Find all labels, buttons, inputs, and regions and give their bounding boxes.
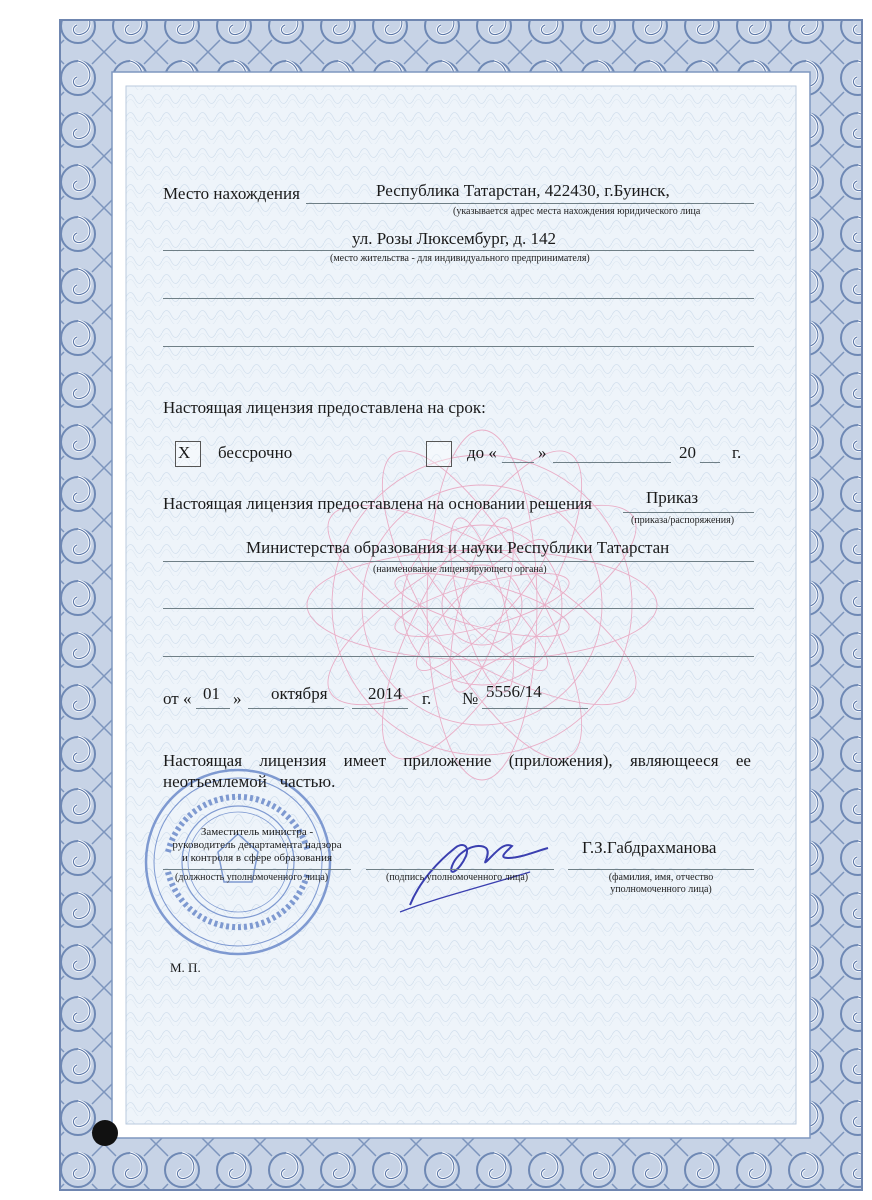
name-hint [568, 872, 754, 896]
appendix-word: приложение [403, 751, 492, 770]
blank-rule-2 [163, 346, 754, 347]
basis-label: Настоящая лицензия предоставлена на основании решения [163, 494, 592, 513]
signer-position-line-2: руководитель департамента надзора [172, 839, 342, 851]
signer-position [165, 826, 349, 865]
appendix-word: Настоящая [163, 751, 243, 770]
until-year-suffix: г. [732, 443, 742, 462]
date-day: 01 [203, 684, 220, 703]
decision-type: Приказ [646, 488, 699, 507]
until-year-prefix: 20 [679, 443, 696, 462]
decision-type-rule [623, 512, 754, 513]
date-month-rule [248, 708, 344, 709]
address-line-1: Республика Татарстан, 422430, г.Буинск, [376, 181, 670, 200]
authority-hint: (наименование лицензирующего органа) [373, 564, 547, 575]
indefinite-label: бессрочно [218, 443, 293, 462]
until-year-rule [700, 462, 720, 463]
seal-place-label: М. П. [170, 960, 201, 975]
address-line-2-rule [163, 250, 754, 251]
date-year-rule [352, 708, 408, 709]
authority-rule [163, 561, 754, 562]
appendix-line-1 [163, 751, 751, 771]
until-open: до « [467, 443, 497, 462]
until-month-rule [553, 462, 671, 463]
appendix-word: лицензия [259, 751, 327, 770]
blank-rule-1 [163, 298, 754, 299]
indefinite-checkbox-mark: X [178, 443, 191, 462]
position-rule [163, 869, 351, 870]
date-month: октября [271, 684, 328, 703]
date-open: от « [163, 689, 192, 708]
appendix-word: имеет [343, 751, 387, 770]
decision-type-hint: (приказа/распоряжения) [631, 515, 735, 526]
name-rule [568, 869, 754, 870]
appendix-word: ее [735, 751, 751, 770]
authority-name: Министерства образования и науки Республики Татарстан [246, 538, 670, 557]
name-hint-line-1: (фамилия, имя, отчество [608, 872, 714, 883]
position-hint: (должность уполномоченного лица) [175, 872, 329, 883]
license-number: 5556/14 [486, 682, 542, 701]
blank-rule-4 [163, 656, 754, 657]
until-close: » [538, 443, 547, 462]
number-rule [482, 708, 588, 709]
number-sign: № [462, 689, 479, 708]
signer-position-line-1: Заместитель министра - [200, 826, 314, 838]
appendix-word: (приложения), [508, 751, 613, 770]
until-day-rule [502, 462, 534, 463]
date-year-suffix: г. [422, 689, 432, 708]
signature-hint: (подпись уполномоченного лица) [386, 872, 529, 883]
date-close: » [233, 689, 242, 708]
term-label: Настоящая лицензия предоставлена на срок: [163, 398, 486, 417]
address-label: Место нахождения [163, 184, 300, 203]
until-checkbox [426, 441, 452, 467]
signer-position-line-3: и контроля в сфере образования [181, 852, 333, 864]
appendix-word: являющееся [629, 751, 719, 770]
signer-name: Г.З.Габдрахманова [582, 838, 717, 857]
blank-rule-3 [163, 608, 754, 609]
address-line-2: ул. Розы Люксембург, д. 142 [352, 229, 556, 248]
address-line-1-rule [306, 203, 754, 204]
address-hint-1: (указывается адрес места нахождения юридического лица [453, 206, 701, 217]
appendix-line-2: неотъемлемой частью. [163, 772, 336, 791]
name-hint-line-2: уполномоченного лица) [610, 884, 712, 895]
date-year: 2014 [368, 684, 402, 703]
date-day-rule [196, 708, 230, 709]
signature-rule [366, 869, 554, 870]
address-hint-2: (место жительства - для индивидуального предпринимателя) [330, 253, 590, 264]
